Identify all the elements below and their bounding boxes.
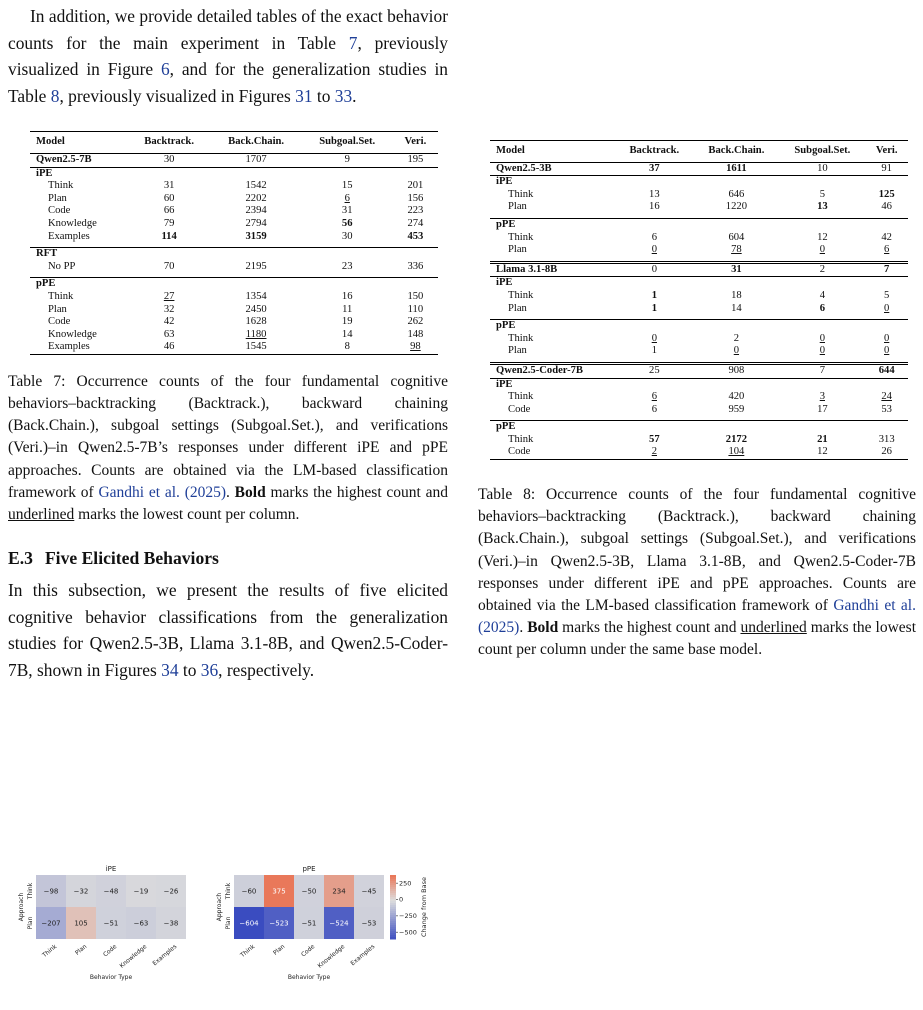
section-title: Five Elicited Behaviors <box>44 548 219 569</box>
heatmap-value: −524 <box>329 919 349 928</box>
table-cell: 6 <box>819 302 825 314</box>
table-cell: 0 <box>819 345 825 357</box>
table-cell: 1628 <box>245 316 267 328</box>
table-row <box>30 316 438 329</box>
table-row <box>30 193 438 206</box>
y-tick-label: Think <box>225 882 232 900</box>
figure31-link[interactable]: 31 <box>295 85 313 106</box>
table-cell: 23 <box>341 260 353 272</box>
table-cell: 1180 <box>245 328 267 340</box>
row-label: Code <box>48 205 71 217</box>
table-cell: 0 <box>651 244 657 256</box>
table-cell: 13 <box>649 188 660 200</box>
table-row <box>490 244 908 257</box>
table-cell: 9 <box>344 153 350 165</box>
table-cell: 0 <box>651 263 657 275</box>
table-cell: 16 <box>649 201 660 213</box>
figure6-link[interactable]: 6 <box>160 59 170 80</box>
table-cell: 42 <box>163 316 175 328</box>
heatmap-value: −53 <box>361 919 377 928</box>
y-axis-label: Approach <box>216 892 223 922</box>
row-label: Plan <box>48 303 67 315</box>
table8-header-row <box>490 141 908 163</box>
group-row <box>30 278 438 291</box>
table-cell: 1611 <box>726 162 747 174</box>
x-tick-label: Plan <box>74 943 89 957</box>
table-cell: 201 <box>407 180 424 192</box>
table-cell: 0 <box>884 302 890 314</box>
table-cell: 0 <box>819 244 825 256</box>
paragraph-text: to <box>178 660 201 681</box>
table-cell: 7 <box>884 263 890 275</box>
x-tick-label: Think <box>239 943 257 960</box>
table-cell: 0 <box>884 345 890 357</box>
table-cell: 46 <box>163 341 175 353</box>
table-row <box>30 231 438 244</box>
y-axis-label: Approach <box>18 892 25 922</box>
table-cell: 2195 <box>245 260 267 272</box>
y-tick-label: Think <box>27 882 34 900</box>
group-row <box>490 421 908 434</box>
caption-text: . <box>226 483 235 501</box>
heatmap-value: −63 <box>133 919 149 928</box>
group-row <box>30 248 438 261</box>
table-cell: 14 <box>731 302 742 314</box>
table-cell: 148 <box>407 328 424 340</box>
table-cell: 959 <box>728 403 745 415</box>
table8-wrapper <box>490 140 908 460</box>
table-cell: 274 <box>407 217 424 229</box>
x-tick-label: Examples <box>151 943 179 968</box>
row-label: Think <box>508 231 534 243</box>
table-cell: 6 <box>651 391 657 403</box>
table-cell: 46 <box>881 201 892 213</box>
table-cell: 8 <box>344 341 350 353</box>
figure34-link[interactable]: 34 <box>161 660 179 681</box>
table-cell: 2794 <box>245 217 267 229</box>
group-row <box>490 218 908 231</box>
table-header: Veri. <box>404 136 427 148</box>
row-label: Think <box>508 188 534 200</box>
heatmap-value: −51 <box>103 919 119 928</box>
caption-text: marks the lowest count per column under the same base model. <box>478 619 916 659</box>
table-row <box>30 153 438 167</box>
table-cell: 70 <box>163 260 175 272</box>
table-cell: 91 <box>881 162 892 174</box>
y-tick-label: Plan <box>27 916 34 930</box>
table-cell: 53 <box>881 403 892 415</box>
table-cell: 66 <box>163 205 175 217</box>
table-cell: 156 <box>407 192 424 204</box>
heatmap-value: −45 <box>361 887 377 896</box>
colorbar-tick-label: −500 <box>399 928 417 937</box>
table-cell: 6 <box>344 192 350 204</box>
table-row <box>490 290 908 303</box>
table-cell: 6 <box>884 244 890 256</box>
colorbar-segment <box>390 937 396 940</box>
table-cell: 646 <box>728 188 745 200</box>
table-cell: 908 <box>728 364 745 376</box>
table-row <box>490 391 908 404</box>
heatmap-title: pPE <box>302 865 316 873</box>
paragraph-text: In this subsection, we present the results of five elicited cognitive behavior classifications from the generalization studies for Qwen2.5-3B, Llama 3.1-8B, and Qwen2.5-Coder-7B, shown in Figures <box>8 580 448 681</box>
table-row <box>490 303 908 316</box>
paragraph-text: , respectively. <box>218 660 315 681</box>
table-cell: 30 <box>341 230 353 242</box>
table-cell: 13 <box>817 201 828 213</box>
table-row <box>490 333 908 346</box>
row-label: Knowledge <box>48 328 97 340</box>
table-row <box>490 162 908 176</box>
table-row <box>30 329 438 342</box>
table-cell: 14 <box>341 328 353 340</box>
table-cell: 1707 <box>245 153 267 165</box>
table-header: Veri. <box>875 145 898 156</box>
citation-link[interactable]: Gandhi et al. (2025) <box>98 483 227 501</box>
table-row <box>490 232 908 245</box>
table-row <box>30 341 438 354</box>
table-cell: 31 <box>731 263 742 275</box>
table-cell: 1 <box>651 345 657 357</box>
model-name: Qwen2.5-3B <box>496 162 552 174</box>
group-row <box>490 277 908 290</box>
row-label: Plan <box>48 192 67 204</box>
table-cell: 12 <box>817 231 828 243</box>
group-label: iPE <box>496 176 513 188</box>
table-cell: 1 <box>651 302 657 314</box>
table7-caption <box>8 371 448 526</box>
group-label: pPE <box>496 421 516 433</box>
figure33-link[interactable]: 33 <box>334 85 353 106</box>
table-header: Model <box>496 145 525 156</box>
table-cell: 114 <box>161 230 177 242</box>
model-name: Qwen2.5-7B <box>36 153 92 165</box>
table-cell: 27 <box>163 290 175 302</box>
table-cell: 24 <box>881 391 892 403</box>
group-row <box>30 167 438 180</box>
x-tick-label: Think <box>41 943 59 960</box>
heatmap-value: −604 <box>239 919 259 928</box>
table-cell: 79 <box>163 217 175 229</box>
table-cell: 2202 <box>245 192 267 204</box>
x-tick-label: Knowledge <box>118 943 149 970</box>
table-cell: 1545 <box>245 341 267 353</box>
table-row <box>490 404 908 417</box>
intro-text: . <box>352 85 357 106</box>
table-cell: 604 <box>728 231 745 243</box>
intro-text: , and for the generalization studies in Table <box>8 59 448 106</box>
table-row <box>490 434 908 447</box>
caption-bold: Bold <box>234 483 266 501</box>
table-cell: 17 <box>817 403 828 415</box>
colorbar-tick-label: −250 <box>399 912 417 921</box>
y-tick-label: Plan <box>225 916 232 930</box>
table-cell: 2 <box>819 263 825 275</box>
table-cell: 56 <box>341 217 353 229</box>
table-cell: 0 <box>884 332 890 344</box>
group-label: pPE <box>36 278 56 290</box>
heatmap-figure <box>14 860 474 1010</box>
table-cell: 31 <box>163 180 175 192</box>
section-heading <box>8 548 448 569</box>
table8 <box>490 140 908 460</box>
heatmap-value: −50 <box>301 887 317 896</box>
x-tick-label: Code <box>102 943 119 959</box>
table-cell: 2394 <box>245 205 267 217</box>
table-header: Backtrack. <box>629 145 680 156</box>
table-row <box>490 363 908 378</box>
x-tick-label: Examples <box>349 943 377 968</box>
table-row <box>490 201 908 214</box>
heatmap-value: 234 <box>332 887 346 896</box>
heatmap-value: −19 <box>133 887 149 896</box>
intro-paragraph <box>8 3 448 109</box>
heatmap-value: −51 <box>301 919 317 928</box>
table-cell: 78 <box>731 244 742 256</box>
x-axis-label: Behavior Type <box>287 974 331 981</box>
row-label: Think <box>48 180 74 192</box>
table-cell: 223 <box>407 205 424 217</box>
table-cell: 125 <box>878 188 895 200</box>
model-name: Qwen2.5-Coder-7B <box>496 364 583 376</box>
row-label: Plan <box>508 201 527 213</box>
row-label: No PP <box>48 260 76 272</box>
x-tick-label: Plan <box>272 943 287 957</box>
table-cell: 3159 <box>245 230 267 242</box>
heatmap-value: −98 <box>43 887 59 896</box>
heatmap-value: −48 <box>103 887 119 896</box>
group-label: pPE <box>496 218 516 230</box>
row-label: Code <box>508 446 531 458</box>
table-row <box>490 189 908 202</box>
row-label: Plan <box>508 345 527 357</box>
table8-link[interactable]: 8 <box>50 85 60 106</box>
row-label: Think <box>508 391 534 403</box>
table-cell: 0 <box>651 332 657 344</box>
table-cell: 10 <box>817 162 828 174</box>
group-label: iPE <box>36 167 53 179</box>
table-cell: 26 <box>881 446 892 458</box>
group-label: RFT <box>36 248 58 260</box>
table-cell: 6 <box>651 403 657 415</box>
intro-text: , previously visualized in Figure <box>8 32 448 80</box>
row-label: Think <box>48 290 74 302</box>
table-row <box>490 345 908 358</box>
table-cell: 1220 <box>725 201 747 213</box>
table-cell: 1354 <box>245 290 267 302</box>
heatmap-value: −523 <box>269 919 289 928</box>
table-cell: 42 <box>881 231 892 243</box>
row-label: Code <box>508 403 531 415</box>
heatmap-value: −60 <box>241 887 257 896</box>
caption-bold: Bold <box>527 619 559 637</box>
caption-underlined: underlined <box>740 619 807 637</box>
table-cell: 150 <box>407 290 424 302</box>
table-cell: 25 <box>649 364 660 376</box>
table-cell: 0 <box>733 345 740 357</box>
table-header: Backtrack. <box>144 136 194 148</box>
table-row <box>490 446 908 459</box>
section-number: E.3 <box>8 548 33 569</box>
table-cell: 18 <box>731 289 742 301</box>
table-cell: 644 <box>878 364 895 376</box>
table-cell: 21 <box>817 433 828 445</box>
table-cell: 4 <box>819 289 825 301</box>
table-cell: 5 <box>819 188 825 200</box>
heatmap-value: −32 <box>73 887 89 896</box>
row-label: Examples <box>48 230 90 242</box>
table-cell: 262 <box>407 316 424 328</box>
table-cell: 60 <box>163 192 175 204</box>
table-cell: 98 <box>410 341 421 353</box>
table-row <box>30 304 438 317</box>
table-cell: 19 <box>341 316 353 328</box>
x-tick-label: Knowledge <box>316 943 347 970</box>
intro-text: In addition, we provide detailed tables of the exact behavior counts for the main experiment in Table <box>8 6 448 53</box>
row-label: Knowledge <box>48 217 97 229</box>
table-cell: 3 <box>819 391 825 403</box>
heatmap-value: 375 <box>272 887 286 896</box>
row-label: Plan <box>508 244 527 256</box>
table-cell: 12 <box>817 446 828 458</box>
left-column <box>8 0 448 684</box>
table8-caption <box>478 484 916 662</box>
table-cell: 1542 <box>245 180 267 192</box>
x-tick-label: Code <box>300 943 317 959</box>
table-cell: 30 <box>163 153 175 165</box>
row-label: Code <box>48 316 71 328</box>
table-cell: 420 <box>728 391 745 403</box>
intro-text: to <box>312 85 335 106</box>
table-cell: 7 <box>819 364 825 376</box>
table-cell: 336 <box>407 260 424 272</box>
table-cell: 195 <box>407 153 424 165</box>
figure36-link[interactable]: 36 <box>200 660 219 681</box>
heatmap-value: −38 <box>163 919 179 928</box>
table-cell: 453 <box>407 230 424 242</box>
table-header: Model <box>36 136 65 148</box>
table-cell: 5 <box>884 289 890 301</box>
table-header: Back.Chain. <box>708 145 765 156</box>
group-row <box>490 176 908 189</box>
group-label: iPE <box>496 378 513 390</box>
caption-text: marks the lowest count per column. <box>74 506 300 524</box>
table-cell: 16 <box>341 290 353 302</box>
table-cell: 57 <box>649 433 660 445</box>
table-row <box>30 261 438 274</box>
table-header: Subgoal.Set. <box>794 145 851 156</box>
section-paragraph <box>8 577 448 683</box>
intro-text: , previously visualized in Figures <box>59 85 296 106</box>
table-header: Subgoal.Set. <box>319 136 376 148</box>
table-row <box>30 180 438 193</box>
table-cell: 1 <box>651 289 657 301</box>
table-cell: 6 <box>651 231 657 243</box>
group-label: iPE <box>496 277 513 289</box>
heatmap-title: iPE <box>105 865 117 873</box>
x-axis-label: Behavior Type <box>89 974 133 981</box>
table7 <box>30 131 438 355</box>
table7-wrapper <box>30 131 438 355</box>
table-cell: 2 <box>733 332 740 344</box>
table-cell: 2 <box>651 446 657 458</box>
table-cell: 2172 <box>725 433 747 445</box>
table-header: Back.Chain. <box>228 136 285 148</box>
table7-header-row <box>30 132 438 154</box>
table-row <box>30 205 438 218</box>
row-label: Examples <box>48 341 90 353</box>
table-cell: 63 <box>163 328 175 340</box>
caption-text: marks the highest count and <box>265 483 448 501</box>
group-label: pPE <box>496 320 516 332</box>
caption-text: . <box>519 619 528 637</box>
table-cell: 0 <box>819 332 825 344</box>
table-cell: 110 <box>407 303 424 315</box>
table-cell: 31 <box>341 205 353 217</box>
group-row <box>490 320 908 333</box>
table-cell: 2450 <box>245 303 267 315</box>
colorbar-tick-label: 0 <box>399 895 404 904</box>
colorbar-label: Change from Base <box>420 877 428 937</box>
caption-text: marks the highest count and <box>558 619 741 637</box>
table-cell: 11 <box>342 303 353 315</box>
row-label: Think <box>508 433 534 445</box>
model-name: Llama 3.1-8B <box>496 263 558 275</box>
citation-link[interactable]: Gandhi et al. (2025) <box>478 597 916 637</box>
row-label: Think <box>508 332 534 344</box>
table-row <box>490 262 908 277</box>
table-row <box>30 218 438 231</box>
row-label: Think <box>508 289 534 301</box>
group-row <box>490 378 908 391</box>
table-cell: 37 <box>649 162 660 174</box>
caption-text: Table 7: Occurrence counts of the four fundamental cognitive behaviors–backtracking (Backtrack.), backward chaining (Back.Chain.), subgoal settings (Subgoal.Set.), and verifications (Veri.)–in Qwen2.5-7B’s responses under different iPE and pPE approaches. Counts are obtained via the LM-based classification framework of <box>8 372 448 501</box>
table-row <box>30 291 438 304</box>
table7-link[interactable]: 7 <box>348 32 358 53</box>
table-cell: 32 <box>163 303 175 315</box>
right-column <box>478 0 916 662</box>
row-label: Plan <box>508 302 527 314</box>
table-cell: 15 <box>341 180 353 192</box>
caption-underlined: underlined <box>8 506 75 524</box>
heatmap-value: −207 <box>41 919 61 928</box>
heatmap-value: −26 <box>163 887 179 896</box>
caption-text: Table 8: Occurrence counts of the four fundamental cognitive behaviors–backtracking (Backtrack.), backward chaining (Back.Chain.), subgoal settings (Subgoal.Set.), and verifications (Veri.)–in Qwen2.5-3B, Llama 3.1-8B, and Qwen2.5-Coder-7B responses under different iPE and pPE approaches. Counts are obtained via the LM-based classification framework of <box>478 486 916 615</box>
heatmap-value: 105 <box>74 919 88 928</box>
colorbar-tick-label: 250 <box>399 879 412 888</box>
table-cell: 313 <box>878 433 895 445</box>
table-cell: 104 <box>728 446 745 458</box>
